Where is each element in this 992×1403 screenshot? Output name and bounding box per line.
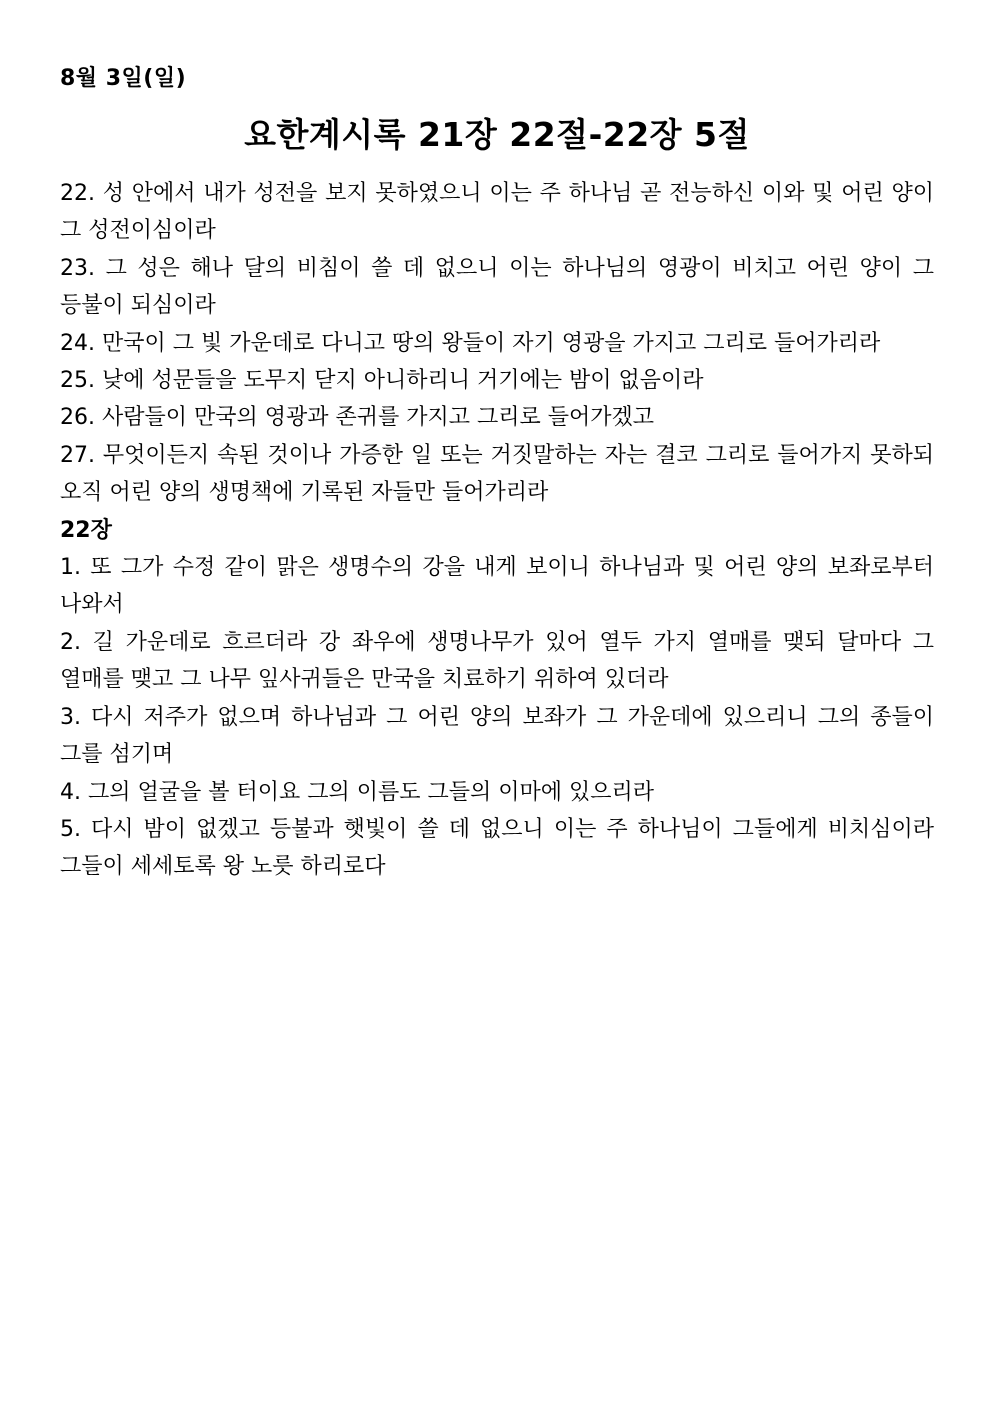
verse-21-27: 27. 무엇이든지 속된 것이나 가증한 일 또는 거짓말하는 자는 결코 그리로 들어가지 못하되 오직 어린 양의 생명책에 기록된 자들만 들어가리라 bbox=[60, 442, 934, 506]
verse-22-5: 5. 다시 밤이 없겠고 등불과 햇빛이 쓸 데 없으니 이는 주 하나님이 그들에게 비치심이라 그들이 세세토록 왕 노릇 하리로다 bbox=[60, 816, 934, 880]
scripture-body bbox=[60, 175, 934, 886]
verse-21-24: 24. 만국이 그 빛 가운데로 다니고 땅의 왕들이 자기 영광을 가지고 그리로 들어가리라 bbox=[60, 330, 881, 356]
verse-21-26: 26. 사람들이 만국의 영광과 존귀를 가지고 그리로 들어가겠고 bbox=[60, 405, 654, 431]
verse-22-2: 2. 길 가운데로 흐르더라 강 좌우에 생명나무가 있어 열두 가지 열매를 맺되 달마다 그 열매를 맺고 그 나무 잎사귀들은 만국을 치료하기 위하여 있더라 bbox=[60, 629, 934, 693]
verse-21-25: 25. 낮에 성문들을 도무지 닫지 아니하리니 거기에는 밤이 없음이라 bbox=[60, 368, 704, 394]
verse-22-4: 4. 그의 얼굴을 볼 터이요 그의 이름도 그들의 이마에 있으리라 bbox=[60, 779, 654, 805]
page-title: 요한계시록 21장 22절-22장 5절 bbox=[244, 115, 750, 154]
date-label: 8월 3일(일) bbox=[60, 66, 187, 91]
chapter-heading: 22장 bbox=[60, 517, 112, 543]
verse-21-23: 23. 그 성은 해나 달의 비침이 쓸 데 없으니 이는 하나님의 영광이 비치고 어린 양이 그 등불이 되심이라 bbox=[60, 255, 934, 319]
verse-22-1: 1. 또 그가 수정 같이 맑은 생명수의 강을 내게 보이니 하나님과 및 어린 양의 보좌로부터 나와서 bbox=[60, 555, 934, 618]
verse-21-22: 22. 성 안에서 내가 성전을 보지 못하였으니 이는 주 하나님 곧 전능하신 이와 및 어린 양이 그 성전이심이라 bbox=[60, 181, 934, 244]
verse-22-3: 3. 다시 저주가 없으며 하나님과 그 어린 양의 보좌가 그 가운데에 있으리니 그의 종들이 그를 섬기며 bbox=[60, 704, 934, 768]
